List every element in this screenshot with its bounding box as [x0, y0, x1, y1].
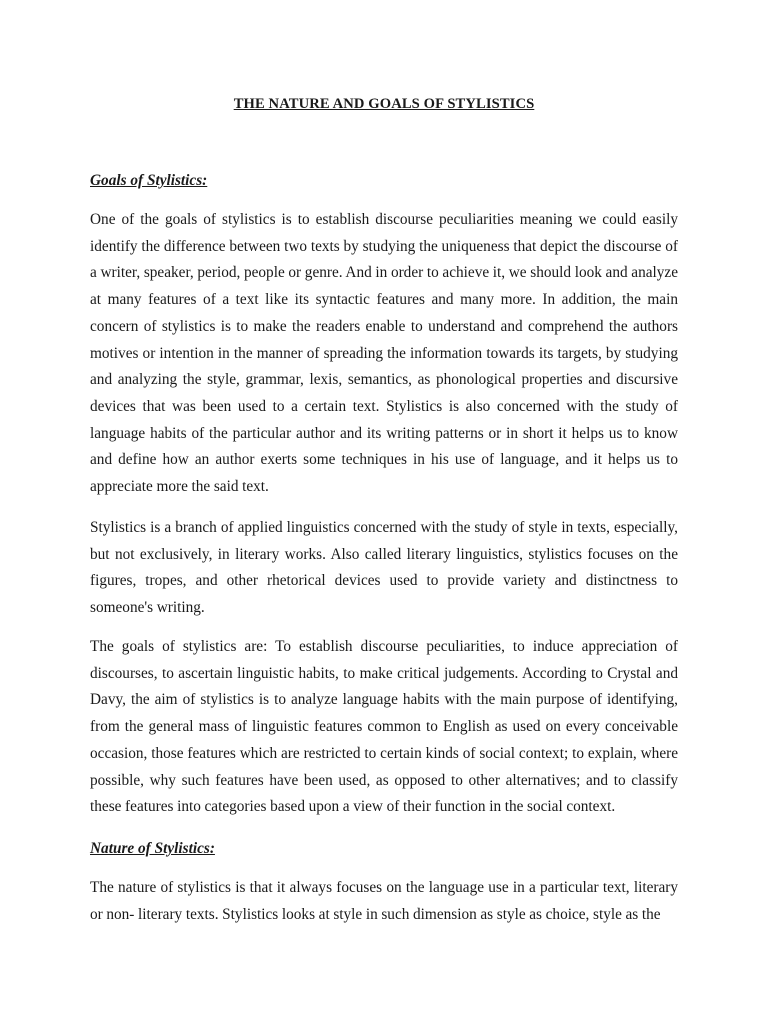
section-heading-nature: Nature of Stylistics:: [90, 840, 215, 857]
paragraph-goals-list: The goals of stylistics are: To establish discourse peculiarities, to induce appreciation of discourses, to ascertain linguistic habits, to make critical judgements. According to Crystal and Davy, the aim of stylistics is to analyze language habits with the main purpose of identifying, from the general mass of linguistic features common to English as used on every conceivable occasion, those features which are restricted to certain kinds of social context; to explain, where possible, why such features have been used, as opposed to other alternatives; and to classify these features into categories based upon a view of their function in the social context.: [90, 638, 678, 816]
paragraph-nature: The nature of stylistics is that it always focuses on the language use in a particular text, literary or non- literary texts. Stylistics looks at style in such dimension as style as choice, style as the: [90, 879, 678, 923]
document-title: THE NATURE AND GOALS OF STYLISTICS: [233, 96, 535, 112]
paragraph-definition: Stylistics is a branch of applied linguistics concerned with the study of style in texts, especially, but not exclusively, in literary works. Also called literary linguistics, stylistics focuses on the figures, tropes, and other rhetorical devices used to provide variety and distinctness to someone's writing.: [90, 519, 678, 617]
section-heading-goals: Goals of Stylistics:: [90, 172, 208, 189]
paragraph-goals-intro: One of the goals of stylistics is to establish discourse peculiarities meaning we could easily identify the difference between two texts by studying the uniqueness that depict the discourse of a writer, speaker, period, people or genre. And in order to achieve it, we should look and analyze at many features of a text like its syntactic features and many more. In addition, the main concern of stylistics is to make the readers enable to understand and comprehend the authors motives or intention in the manner of spreading the information towards its targets, by studying and analyzing the style, grammar, lexis, semantics, as phonological properties and discursive devices that was been used to a certain text. Stylistics is also concerned with the study of language habits of the particular author and its writing patterns or in short it helps us to know and define how an author exerts some techniques in his use of language, and it helps us to appreciate more the said text.: [90, 211, 678, 496]
